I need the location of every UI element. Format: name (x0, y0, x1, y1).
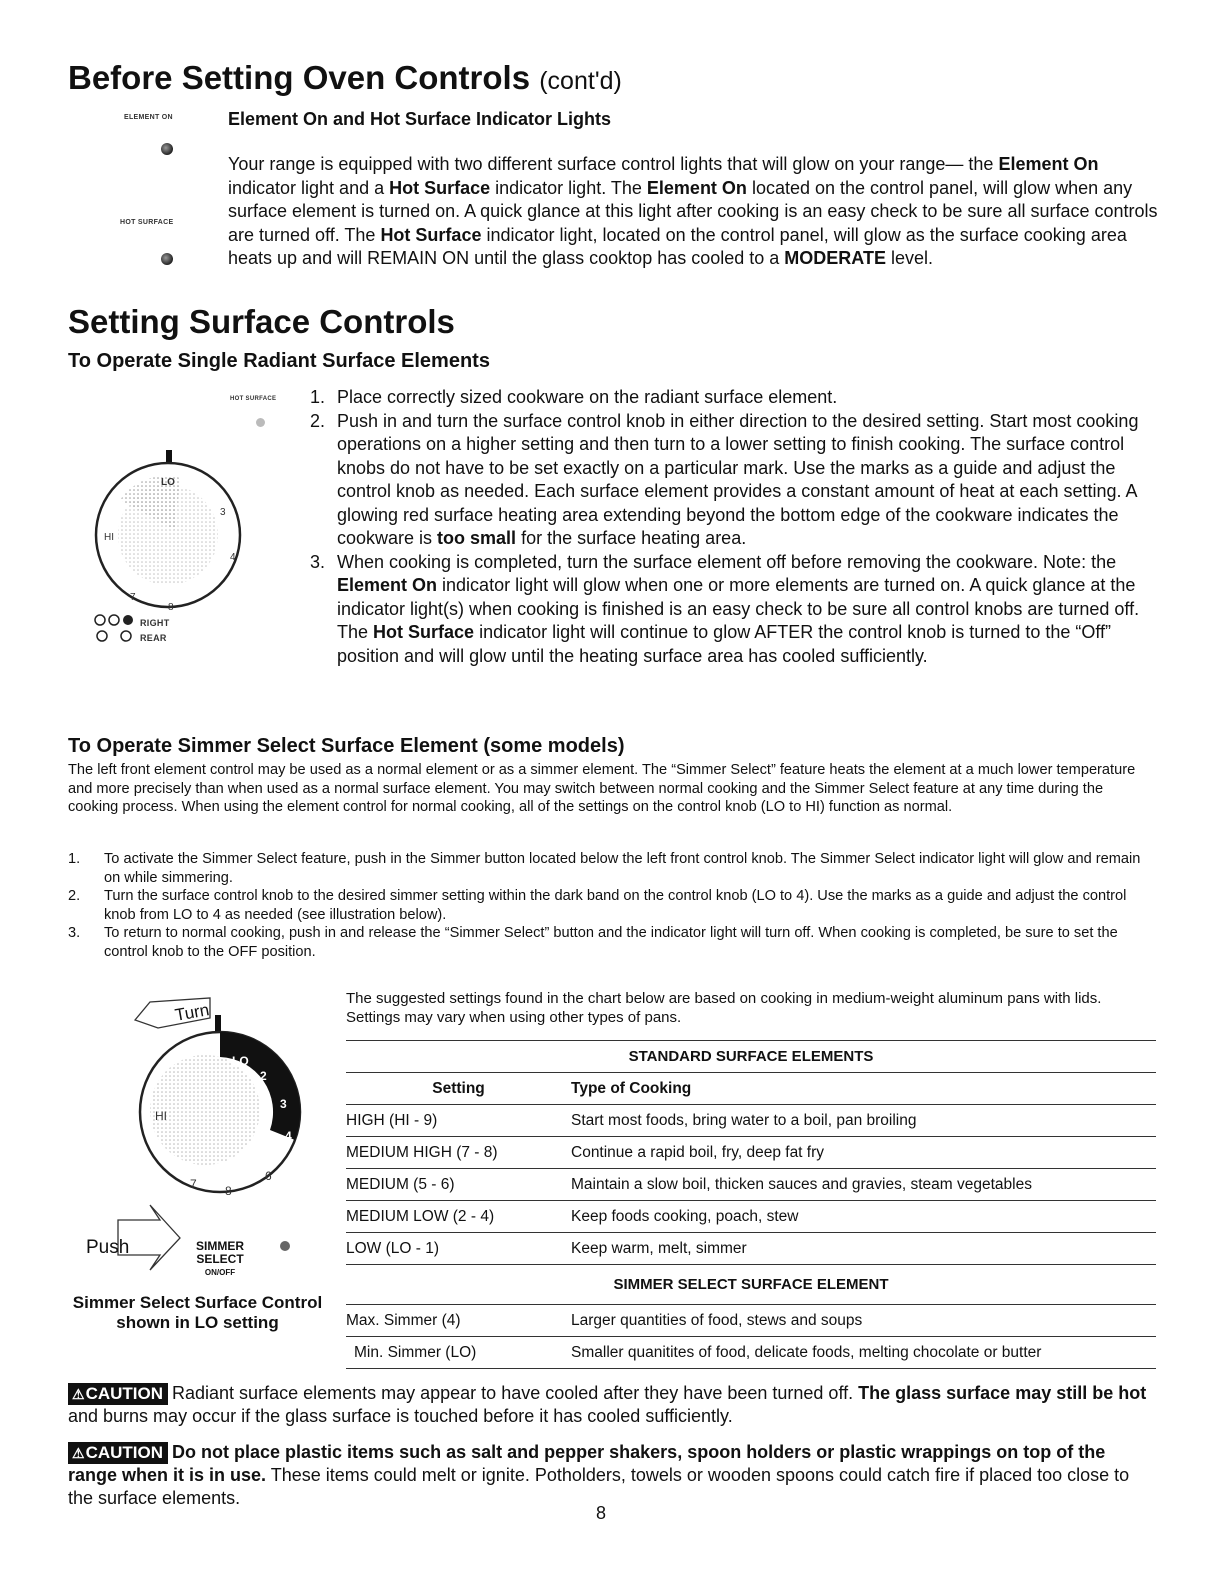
rich-text (68, 1383, 1146, 1426)
text-segment: These items could melt or ignite. Potholders, towels or wooden spoons could catch fire if placed too close to the surface elements. (68, 1465, 1130, 1508)
step-segment: indicator light will glow when one or more elements are turned on. A quick glance at the indicator light(s) when cooking is finished is an easy check to be sure all control knobs are turned off. The (337, 575, 1140, 642)
table-cell: Min. Simmer (LO) (354, 1343, 477, 1361)
svg-text:HI: HI (155, 1109, 167, 1123)
table-row (346, 1137, 1156, 1169)
text-segment: indicator light. The (490, 177, 647, 198)
chart-note: The suggested settings found in the chart below are based on cooking in medium-weight aluminum pans with lids. Settings may vary when using other types of pans. (346, 990, 1102, 1026)
svg-text:7: 7 (190, 1177, 197, 1191)
rich-text (68, 1442, 1129, 1508)
table-cell: Keep foods cooking, poach, stew (571, 1207, 799, 1225)
table-cell: Type of Cooking (571, 1079, 692, 1097)
table-simmer-heading-cell: SIMMER SELECT SURFACE ELEMENT (613, 1276, 889, 1293)
warning-triangle-icon: ⚠ (72, 1445, 85, 1461)
table-row (346, 1201, 1156, 1233)
svg-text:7: 7 (130, 592, 136, 603)
text-segment: Radiant surface elements may appear to have cooled after they have been turned off. (172, 1383, 859, 1403)
surface-step (309, 386, 1147, 410)
table-row (346, 1233, 1156, 1265)
knob-hot-surface-label: HOT SURFACE (230, 396, 277, 402)
table-cell: LOW (LO - 1) (346, 1239, 440, 1257)
table-row (346, 1073, 1156, 1105)
simmer-steps (68, 850, 1144, 962)
caution-badge-2 (68, 1442, 168, 1464)
step-number: 3. (309, 551, 325, 572)
step-text: To activate the Simmer Select feature, push in the Simmer button located below the left front control knob. The Simmer Select indicator light will glow and remain on while simmering. (104, 851, 1141, 886)
single-element-steps (309, 386, 1147, 668)
table-cell: MEDIUM (5 - 6) (346, 1175, 455, 1193)
caution-badge-1 (68, 1383, 168, 1405)
table-cell: Start most foods, bring water to a boil, pan broiling (571, 1111, 917, 1129)
svg-text:8: 8 (168, 602, 174, 613)
simmer-step (68, 887, 1144, 924)
rich-text (228, 154, 1158, 268)
step-number: 2. (68, 888, 81, 905)
table-simmer-heading (346, 1265, 1156, 1305)
warning-triangle-icon: ⚠ (72, 1386, 85, 1402)
caution-1 (68, 1382, 1153, 1428)
step-segment: Push in and turn the surface control knob in either direction to the desired setting. Start most cooking operations on a higher setting and then turn to a lower setting to finish cooking. The surface control knobs do not have to be set exactly on a particular mark. Use the marks as a guide and adjust the control knob as needed. Each surface element provides a constant amount of heat at each setting. A glowing red surface heating area extending beyond the bottom edge of the cookware indicates the cookware is (337, 410, 1139, 548)
simmer-intro: The left front element control may be used as a normal element or as a simmer element. The “Simmer Select” feature heats the element at a much lower temperature and more precisely than when used as a normal surface element. You may switch between normal cooking and the Simmer Select feature at any time during the cooking process. When using the element control for normal cooking, all of the settings on the control knob (LO to HI) function as normal. (68, 762, 1136, 816)
indicator-section-heading: Element On and Hot Surface Indicator Lights (228, 109, 612, 129)
step-segment: indicator light will continue to glow AFTER the control knob is turned to the “Off” position and will glow until the heating surface area has cooled sufficiently. (337, 622, 1112, 666)
caution-badge-2-text: CAUTION (85, 1443, 164, 1462)
surface-step (309, 410, 1147, 551)
simmer-knob-illustration (60, 990, 330, 1310)
table-standard-heading-cell: STANDARD SURFACE ELEMENTS (628, 1048, 874, 1065)
simmer-illustration-caption (60, 1293, 335, 1333)
text-segment: MODERATE (784, 248, 886, 268)
page-title (68, 60, 622, 99)
text-segment: located on the control panel, will glow when any surface element is turned on. A quick glance at this light after cooking is an easy check to be sure all surface controls are turned off. The (228, 177, 1158, 245)
text-segment: Element On (646, 177, 747, 198)
onoff-label: ON/OFF (204, 1268, 236, 1277)
element-on-indicator-icon (161, 143, 173, 155)
step-segment: Place correctly sized cookware on the radiant surface element. (337, 387, 838, 407)
step-text: Turn the surface control knob to the desired simmer setting within the dark band on the control knob (LO to 4). Use the marks as a guide and adjust the control knob from LO to 4 as needed (see illustration below). (104, 888, 1127, 923)
turn-label: Turn (173, 1000, 211, 1025)
hot-surface-indicator-icon (161, 253, 173, 265)
caption-line2: shown in LO setting (116, 1313, 279, 1332)
step-segment: When cooking is completed, turn the surface element off before removing the cookware. Note: the (337, 551, 1117, 572)
section-title-surface-controls: Setting Surface Controls (68, 303, 455, 340)
caption-line1: Simmer Select Surface Control (72, 1293, 323, 1312)
table-row (346, 1305, 1156, 1337)
text-segment: level. (885, 248, 933, 268)
table-cell: Keep warm, melt, simmer (571, 1239, 747, 1257)
push-label: Push (86, 1237, 130, 1258)
table-row (346, 1337, 1156, 1369)
text-segment: indicator light and a (228, 177, 390, 198)
simmer-select-button-label (196, 1240, 244, 1279)
text-segment: Do not place plastic items such as salt and pepper shakers, spoon holders or plastic wrappings on top of the range when it is in use. (68, 1442, 1106, 1485)
surface-control-knob-illustration (80, 420, 290, 660)
svg-text:LO: LO (161, 477, 175, 488)
page-title-suffix: (cont'd) (539, 67, 622, 95)
simmer-step (68, 850, 1144, 887)
table-cell: MEDIUM LOW (2 - 4) (346, 1207, 495, 1225)
step-number: 1. (309, 387, 325, 407)
table-cell: MEDIUM HIGH (7 - 8) (346, 1143, 498, 1161)
svg-text:4: 4 (285, 1129, 292, 1143)
step-segment: for the surface heating area. (516, 528, 747, 548)
step-segment: Hot Surface (373, 622, 475, 642)
step-number: 3. (68, 925, 81, 942)
table-standard-heading (346, 1041, 1156, 1073)
surface-step (309, 551, 1147, 669)
indicator-paragraph (228, 153, 1158, 271)
svg-text:LO: LO (232, 1054, 249, 1068)
step-number: 2. (309, 410, 325, 431)
table-cell: Setting (432, 1079, 485, 1097)
table-cell: Max. Simmer (4) (346, 1311, 461, 1329)
simmer-step (68, 924, 1144, 961)
element-on-label: ELEMENT ON (124, 114, 173, 121)
svg-text:4: 4 (230, 552, 236, 563)
svg-text:HI: HI (104, 532, 114, 543)
text-segment: The glass surface may still be hot (858, 1383, 1147, 1403)
hot-surface-label: HOT SURFACE (120, 219, 174, 226)
step-text: To return to normal cooking, push in and release the “Simmer Select” button and the indicator light will turn off. When cooking is completed, be sure to set the control knob to the OFF position. (104, 925, 1118, 960)
text-segment: Hot Surface (389, 177, 491, 198)
text-segment: Hot Surface (380, 224, 482, 245)
svg-text:6: 6 (265, 1169, 272, 1183)
table-cell: Smaller quanitites of food, delicate foods, melting chocolate or butter (571, 1343, 1042, 1361)
svg-text:2: 2 (260, 1069, 267, 1083)
step-segment: too small (437, 528, 517, 548)
page-title-main: Before Setting Oven Controls (68, 59, 531, 96)
step-segment: Element On (337, 575, 438, 595)
table-cell: Larger quantities of food, stews and soups (571, 1311, 863, 1329)
knob-rear-label: REAR (140, 633, 167, 643)
caution-badge-1-text: CAUTION (85, 1384, 164, 1403)
knob-right-label: RIGHT (140, 618, 170, 628)
table-cell: HIGH (HI - 9) (346, 1111, 438, 1129)
simmer-heading: To Operate Simmer Select Surface Element (some models) (68, 735, 625, 757)
svg-text:8: 8 (225, 1184, 232, 1198)
select-label: SELECT (196, 1252, 244, 1266)
simmer-label: SIMMER (196, 1239, 244, 1253)
table-row (346, 1169, 1156, 1201)
table-row (346, 1105, 1156, 1137)
page-number: 8 (596, 1503, 607, 1523)
text-segment: Element On (998, 154, 1099, 174)
text-segment: and burns may occur if the glass surface is touched before it has cooled sufficiently. (68, 1406, 733, 1426)
table-cell: Continue a rapid boil, fry, deep fat fry (571, 1143, 825, 1161)
single-element-heading: To Operate Single Radiant Surface Elements (68, 350, 490, 372)
text-segment: Your range is equipped with two different surface control lights that will glow on your range— the (228, 154, 999, 174)
caution-2 (68, 1441, 1153, 1510)
table-cell: Maintain a slow boil, thicken sauces and gravies, steam vegetables (571, 1175, 1032, 1193)
step-number: 1. (68, 851, 81, 867)
svg-text:3: 3 (220, 507, 226, 518)
text-segment: indicator light, located on the control panel, will glow as the surface cooking area heats up and will REMAIN ON until the glass cooktop has cooled to a (228, 224, 1127, 268)
settings-table (346, 1040, 1156, 1369)
svg-text:3: 3 (280, 1097, 287, 1111)
